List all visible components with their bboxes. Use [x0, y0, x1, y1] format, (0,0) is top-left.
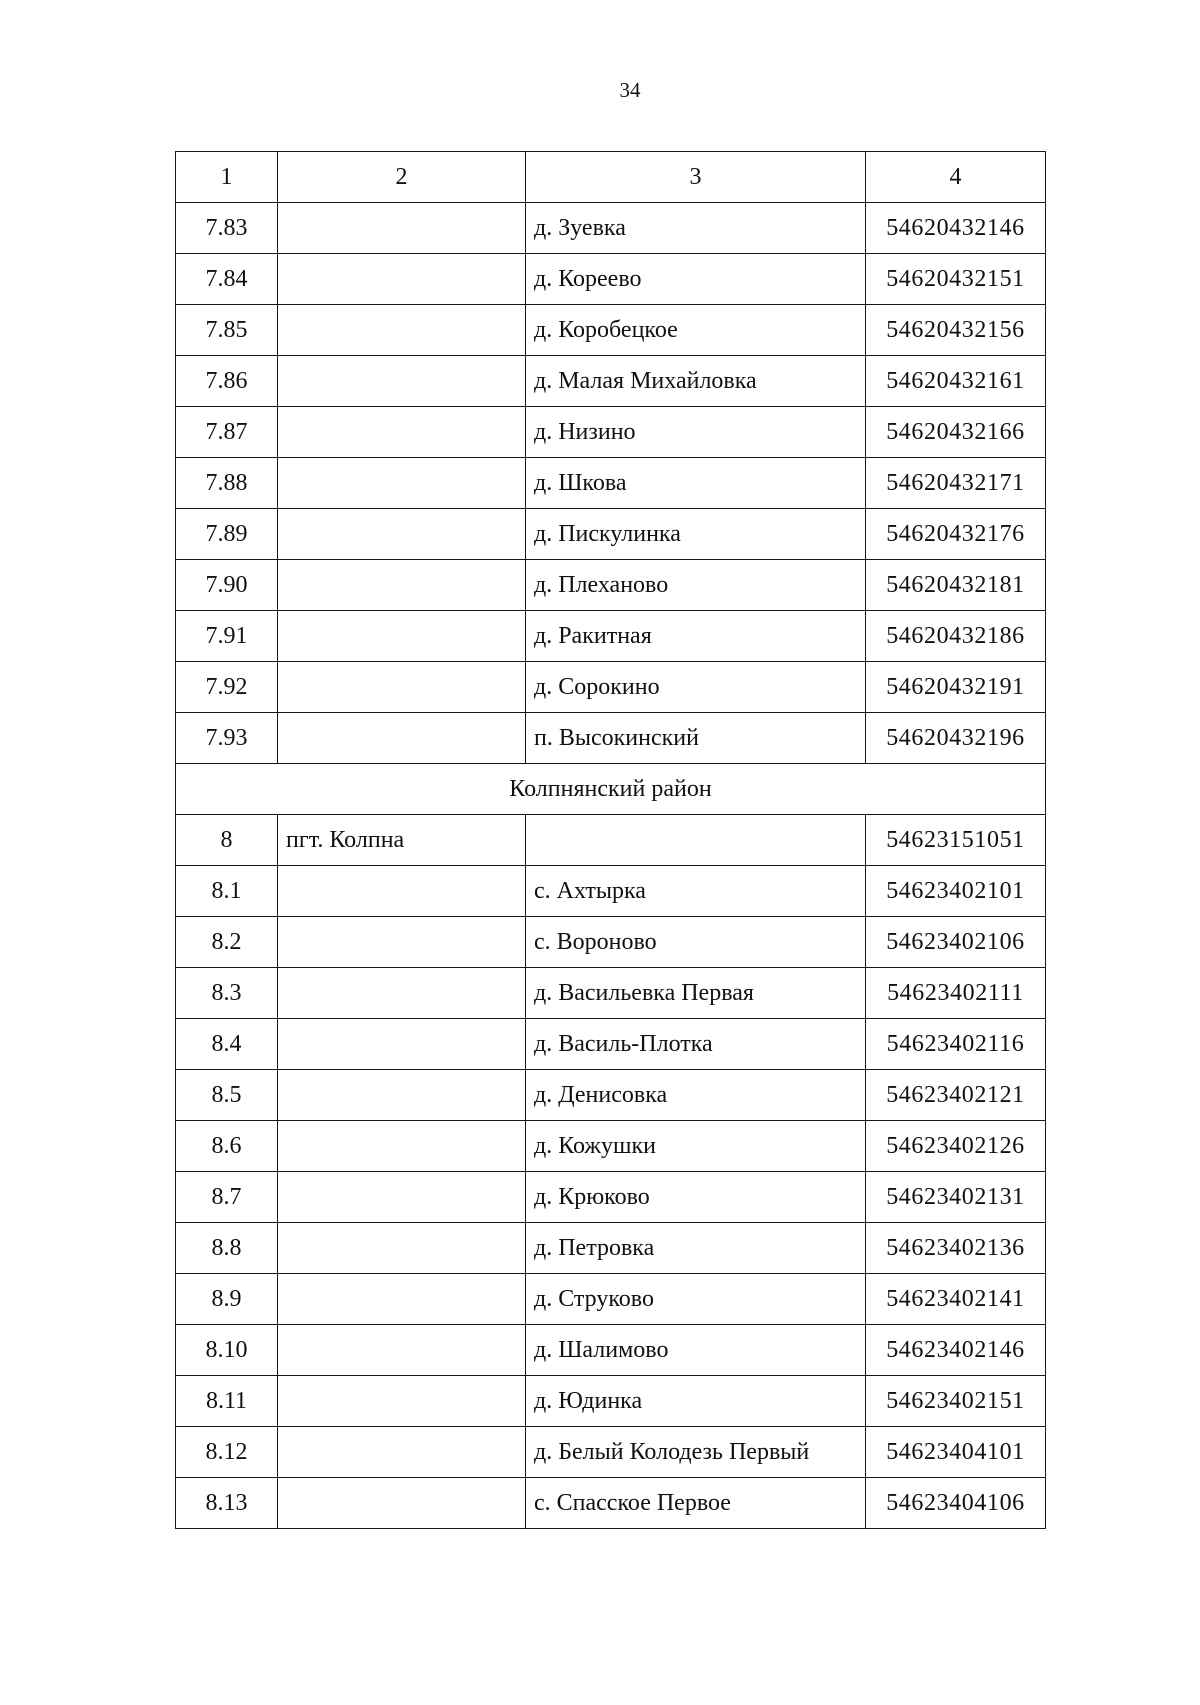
table-row: [176, 662, 1046, 713]
table-row: [176, 254, 1046, 305]
oktmo-code-cell: 54623404106: [866, 1478, 1046, 1529]
header-cell-4: 4: [866, 152, 1046, 203]
oktmo-code-cell: 54620432161: [866, 356, 1046, 407]
table-row: [176, 815, 1046, 866]
locality-type-cell: [278, 968, 526, 1019]
header-cell-3: 3: [526, 152, 866, 203]
oktmo-code-cell: 54623402141: [866, 1274, 1046, 1325]
row-number-cell: 8.11: [176, 1376, 278, 1427]
table-row: [176, 1223, 1046, 1274]
settlement-name-cell: д. Василь-Плотка: [526, 1019, 866, 1070]
settlement-name-cell: д. Низино: [526, 407, 866, 458]
table-row: [176, 509, 1046, 560]
table-row: [176, 713, 1046, 764]
settlement-name-cell: д. Шалимово: [526, 1325, 866, 1376]
table-row: [176, 866, 1046, 917]
row-number-cell: 8.7: [176, 1172, 278, 1223]
settlements-table: [175, 151, 1046, 1529]
locality-type-cell: [278, 1325, 526, 1376]
settlement-name-cell: с. Спасское Первое: [526, 1478, 866, 1529]
settlement-name-cell: д. Денисовка: [526, 1070, 866, 1121]
table-header-row: [176, 152, 1046, 203]
oktmo-code-cell: 54623402106: [866, 917, 1046, 968]
row-number-cell: 8.1: [176, 866, 278, 917]
table-row: [176, 1070, 1046, 1121]
row-number-cell: 7.88: [176, 458, 278, 509]
table-row: [176, 203, 1046, 254]
locality-type-cell: [278, 509, 526, 560]
row-number-cell: 8.13: [176, 1478, 278, 1529]
row-number-cell: 8.12: [176, 1427, 278, 1478]
page-number: 34: [619, 78, 641, 102]
table-row: [176, 407, 1046, 458]
oktmo-code-cell: 54623402131: [866, 1172, 1046, 1223]
table-row: [176, 305, 1046, 356]
table-row: [176, 611, 1046, 662]
oktmo-code-cell: 54623402126: [866, 1121, 1046, 1172]
settlement-name-cell: д. Васильевка Первая: [526, 968, 866, 1019]
settlement-name-cell: д. Плеханово: [526, 560, 866, 611]
locality-type-cell: [278, 713, 526, 764]
header-cell-1: 1: [176, 152, 278, 203]
oktmo-code-cell: 54620432196: [866, 713, 1046, 764]
table-row: [176, 1121, 1046, 1172]
table-row: [176, 1325, 1046, 1376]
table-row: [176, 458, 1046, 509]
table-row: [176, 968, 1046, 1019]
row-number-cell: 8.3: [176, 968, 278, 1019]
oktmo-code-cell: 54620432186: [866, 611, 1046, 662]
oktmo-code-cell: 54623402151: [866, 1376, 1046, 1427]
locality-type-cell: [278, 917, 526, 968]
oktmo-code-cell: 54623404101: [866, 1427, 1046, 1478]
locality-type-cell: [278, 1274, 526, 1325]
locality-type-cell: [278, 254, 526, 305]
settlement-name-cell: д. Петровка: [526, 1223, 866, 1274]
locality-type-cell: [278, 1019, 526, 1070]
oktmo-code-cell: 54620432176: [866, 509, 1046, 560]
row-number-cell: 7.85: [176, 305, 278, 356]
oktmo-code-cell: 54623402101: [866, 866, 1046, 917]
row-number-cell: 8.8: [176, 1223, 278, 1274]
row-number-cell: 7.84: [176, 254, 278, 305]
table-body: [176, 152, 1046, 1529]
locality-type-cell: [278, 458, 526, 509]
settlement-name-cell: д. Крюково: [526, 1172, 866, 1223]
row-number-cell: 7.86: [176, 356, 278, 407]
table-row: [176, 1478, 1046, 1529]
section-header-row: [176, 764, 1046, 815]
settlement-name-cell: д. Струково: [526, 1274, 866, 1325]
oktmo-code-cell: 54620432191: [866, 662, 1046, 713]
oktmo-code-cell: 54623151051: [866, 815, 1046, 866]
oktmo-code-cell: 54620432151: [866, 254, 1046, 305]
table-row: [176, 1019, 1046, 1070]
row-number-cell: 8.6: [176, 1121, 278, 1172]
settlement-name-cell: д. Малая Михайловка: [526, 356, 866, 407]
oktmo-code-cell: 54623402121: [866, 1070, 1046, 1121]
locality-type-cell: [278, 1376, 526, 1427]
locality-type-cell: [278, 1478, 526, 1529]
settlement-name-cell: д. Ракитная: [526, 611, 866, 662]
settlement-name-cell: д. Белый Колодезь Первый: [526, 1427, 866, 1478]
oktmo-code-cell: 54620432156: [866, 305, 1046, 356]
table-row: [176, 1172, 1046, 1223]
table-row: [176, 917, 1046, 968]
table-row: [176, 1376, 1046, 1427]
locality-type-cell: [278, 1121, 526, 1172]
row-number-cell: 8: [176, 815, 278, 866]
oktmo-code-cell: 54620432171: [866, 458, 1046, 509]
settlement-name-cell: д. Шкова: [526, 458, 866, 509]
oktmo-code-cell: 54620432181: [866, 560, 1046, 611]
row-number-cell: 7.87: [176, 407, 278, 458]
settlement-name-cell: с. Ахтырка: [526, 866, 866, 917]
locality-type-cell: [278, 866, 526, 917]
locality-type-cell: [278, 662, 526, 713]
locality-type-cell: [278, 203, 526, 254]
settlement-name-cell: д. Кожушки: [526, 1121, 866, 1172]
locality-type-cell: [278, 1427, 526, 1478]
row-number-cell: 7.89: [176, 509, 278, 560]
oktmo-code-cell: 54620432166: [866, 407, 1046, 458]
row-number-cell: 7.83: [176, 203, 278, 254]
locality-type-cell: [278, 611, 526, 662]
row-number-cell: 7.91: [176, 611, 278, 662]
oktmo-code-cell: 54623402146: [866, 1325, 1046, 1376]
locality-type-cell: [278, 407, 526, 458]
settlement-name-cell: д. Зуевка: [526, 203, 866, 254]
locality-type-cell: [278, 560, 526, 611]
row-number-cell: 8.5: [176, 1070, 278, 1121]
row-number-cell: 8.10: [176, 1325, 278, 1376]
row-number-cell: 8.2: [176, 917, 278, 968]
locality-type-cell: [278, 1172, 526, 1223]
row-number-cell: 7.93: [176, 713, 278, 764]
locality-type-cell: [278, 356, 526, 407]
locality-type-cell: [278, 305, 526, 356]
settlement-name-cell: д. Пискулинка: [526, 509, 866, 560]
row-number-cell: 7.92: [176, 662, 278, 713]
oktmo-code-cell: 54623402136: [866, 1223, 1046, 1274]
settlement-name-cell: д. Кореево: [526, 254, 866, 305]
row-number-cell: 8.9: [176, 1274, 278, 1325]
settlement-name-cell: д. Сорокино: [526, 662, 866, 713]
locality-type-cell: [278, 1223, 526, 1274]
table-row: [176, 356, 1046, 407]
oktmo-code-cell: 54623402116: [866, 1019, 1046, 1070]
settlement-name-cell: д. Коробецкое: [526, 305, 866, 356]
table-row: [176, 1427, 1046, 1478]
settlement-name-cell: д. Юдинка: [526, 1376, 866, 1427]
section-title: Колпнянский район: [176, 764, 1046, 815]
settlement-name-cell: п. Высокинский: [526, 713, 866, 764]
table-row: [176, 560, 1046, 611]
header-cell-2: 2: [278, 152, 526, 203]
oktmo-code-cell: 54623402111: [866, 968, 1046, 1019]
oktmo-code-cell: 54620432146: [866, 203, 1046, 254]
row-number-cell: 7.90: [176, 560, 278, 611]
table-row: [176, 1274, 1046, 1325]
locality-type-cell: [278, 1070, 526, 1121]
settlement-name-cell: с. Вороново: [526, 917, 866, 968]
row-number-cell: 8.4: [176, 1019, 278, 1070]
settlement-name-cell: [526, 815, 866, 866]
locality-type-cell: пгт. Колпна: [278, 815, 526, 866]
